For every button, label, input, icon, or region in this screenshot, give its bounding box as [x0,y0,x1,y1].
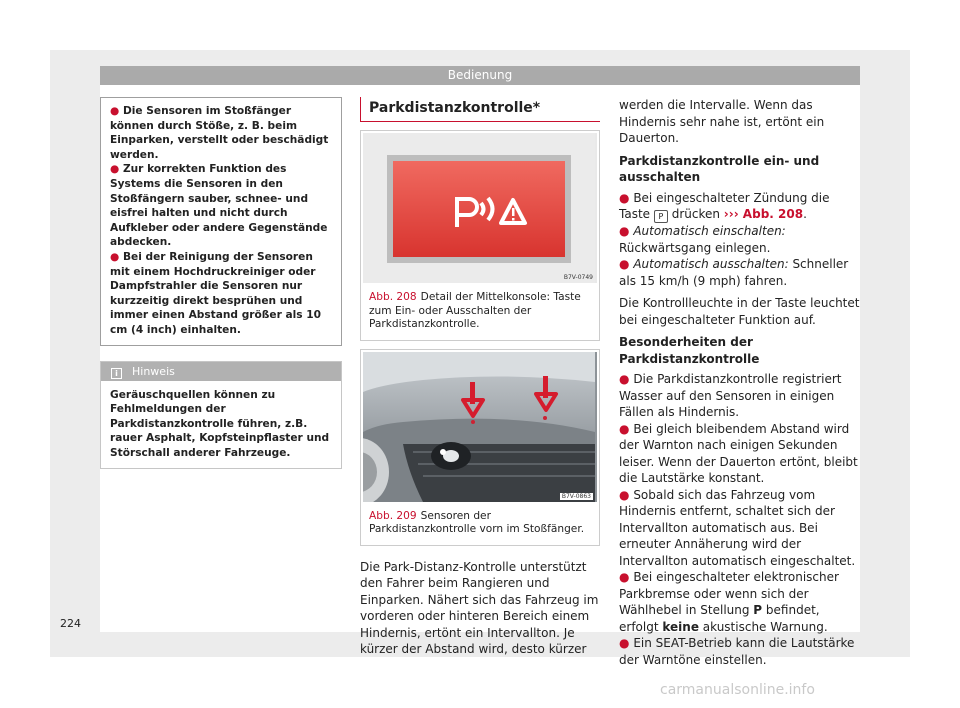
figure-reference-link[interactable]: ››› Abb. 208 [723,207,804,221]
park-button-illustration [363,133,595,283]
page-header: Bedienung [100,66,860,85]
warning-item: ● Die Sensoren im Stoßfänger können durch Stöße, z. B. beim Einparken, verstellt oder beschädigt werden. [110,105,329,161]
park-key-icon: P [654,210,668,223]
bullet-icon: ● [619,224,630,238]
bullet-icon: ● [110,250,120,263]
note-header [101,362,341,381]
list-item: ● Bei gleich bleibendem Abstand wird der Warnton nach einigen Sekunden leiser. Wenn der Dauerton ertönt, bleibt die Lautstärke konstant. [619,421,858,485]
list-item: ● Ein SEAT-Betrieb kann die Lautstärke der Warntöne einstellen. [619,636,855,667]
section-title: Parkdistanzkontrolle* [360,97,600,122]
list-item: ● Sobald sich das Fahrzeug vom Hindernis entfernt, schaltet sich der Intervallton automatisch aus. Bei erneuter Annäherung wird der Intervallton automatisch eingeschaltet. [619,487,856,568]
bullet-icon: ● [110,163,120,176]
bullet-icon: ● [619,190,630,205]
bullet-icon: ● [619,570,630,584]
figure-caption: Abb. 208 Detail der Mittelkonsole: Taste zum Ein- oder Ausschalten der Parkdistanzkontrolle. [369,291,581,330]
continued-paragraph: werden die Intervalle. Wenn das Hindernis sehr nahe ist, ertönt ein Dauerton. [619,98,825,145]
column-right [619,97,860,668]
warning-box [100,97,342,346]
bullet-icon: ● [619,372,630,386]
bumper-sensors-image [363,352,597,502]
bullet-icon: ● [619,487,630,502]
figure-code: B7V-0749 [563,274,593,281]
figure-208 [360,130,600,341]
park-button [393,161,565,257]
figure-caption: Abb. 209 Sensoren der Parkdistanzkontrolle vorn im Stoßfänger. [369,509,585,535]
warning-item: ● Zur korrekten Funktion des Systems die Sensoren in den Stoßfängern sauber, schnee- und eisfrei halten und nicht durch Aufkleber oder andere Gegenstände abdecken. [110,163,328,249]
figure-209 [360,349,600,546]
figure-number: Abb. 209 [369,509,417,522]
watermark: carmanualsonline.info [660,682,815,698]
note-box [100,361,342,470]
intro-paragraph: Die Park-Distanz-Kontrolle unterstützt den Fahrer beim Rangieren und Einparken. Nähert sich das Fahrzeug im vorderen oder hinteren Bereich einem Hindernis, ertönt ein Intervallton. Je kürzer der Abstand wird, desto kürzer [360,559,599,656]
column-middle [360,97,600,658]
page-number: 224 [60,617,81,630]
list-item: ● Bei eingeschalteter Zündung die Taste P drücken ››› Abb. 208. [619,190,830,221]
list-item: ● Automatisch einschalten: Rückwärtsgang einlegen. [619,224,786,255]
list-item: ● Die Parkdistanzkontrolle registriert Wasser auf den Sensoren in einigen Fällen als Hindernis. [619,372,842,419]
bullet-icon: ● [619,257,630,271]
column-left [100,97,342,469]
list-item: ● Bei eingeschalteter elektronischer Parkbremse oder wenn sich der Wählhebel in Stellung P befindet, erfolgt keine akustische Warnung. [619,570,839,634]
note-title: Hinweis [132,364,175,378]
subheading-special: Besonderheiten der Parkdistanzkontrolle [619,335,760,366]
warning-item: ● Bei der Reinigung der Sensoren mit einem Hochdruckreiniger oder Dampfstrahler die Sensoren nur kurzzeitig direkt besprühen und immer einen Abstand größer als 10 cm (4 inch) einhalten. [110,250,322,336]
bullet-icon: ● [619,421,630,436]
bumper-illustration [363,352,595,502]
console-button-image [363,133,597,283]
bullet-icon: ● [619,636,630,650]
note-text: Geräuschquellen können zu Fehlmeldungen der Parkdistanzkontrolle führen, z.B. rauer Asphalt, Kopfsteinpflaster und Störschall anderer Fahrzeuge. [110,388,330,459]
indicator-paragraph: Die Kontrollleuchte in der Taste leuchtet bei eingeschalteter Funktion auf. [619,296,860,327]
info-icon: i [111,368,122,379]
subheading-toggle: Parkdistanzkontrolle ein- und ausschalten [619,153,820,184]
bullet-icon: ● [110,105,120,117]
figure-number: Abb. 208 [369,291,417,303]
figure-code: B7V-0863 [561,492,591,500]
list-item: ● Automatisch ausschalten: Schneller als 15 km/h (9 mph) fahren. [619,257,849,288]
